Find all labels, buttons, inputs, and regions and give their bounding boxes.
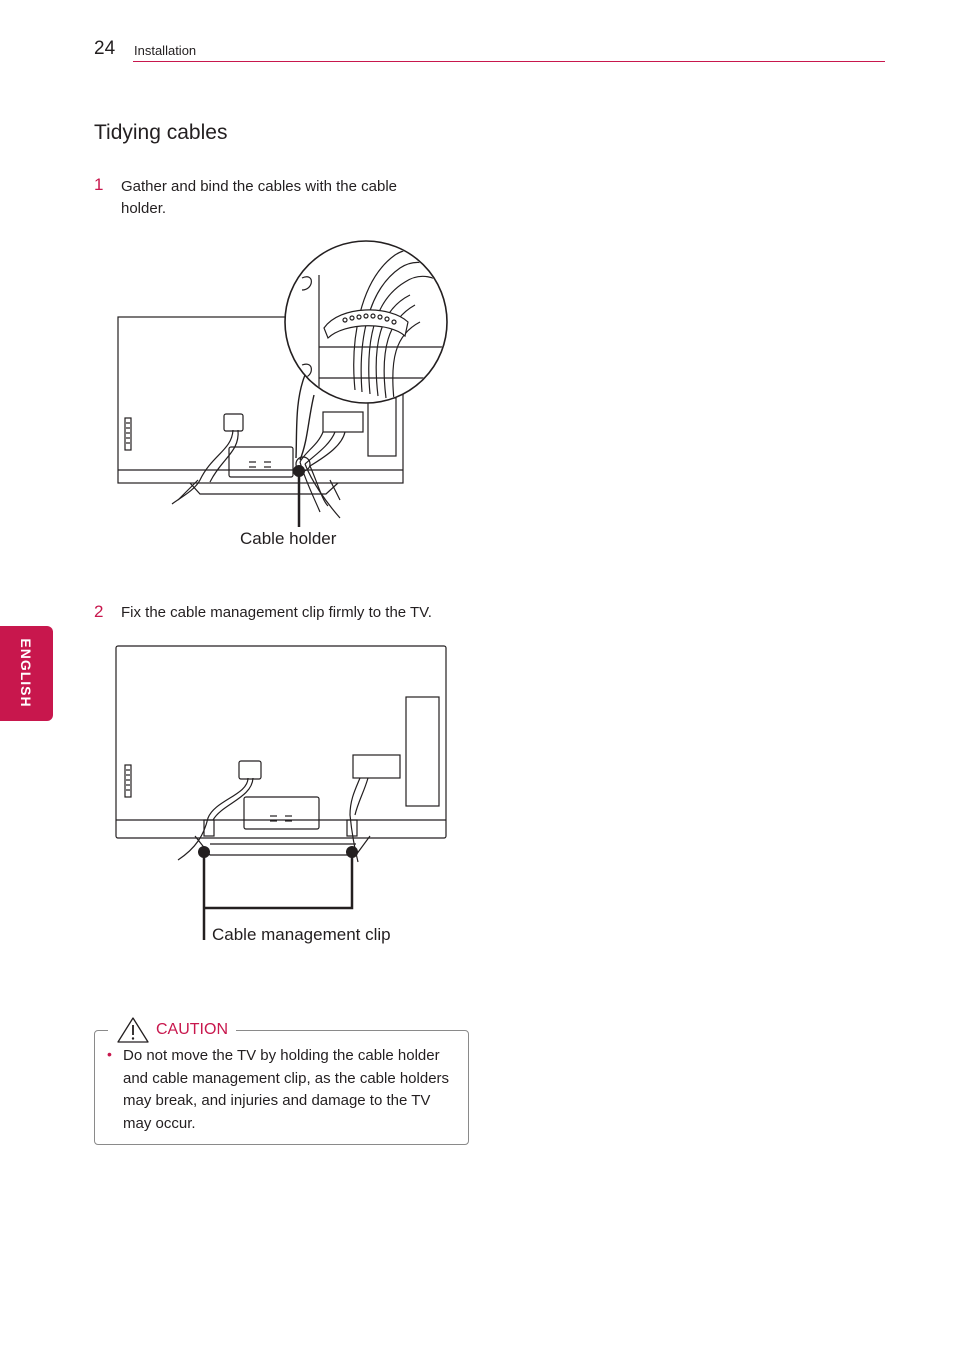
language-tab bbox=[0, 626, 53, 721]
step-2-number: 2 bbox=[94, 602, 104, 621]
clip-marker-right bbox=[346, 846, 358, 858]
cable-holder-marker bbox=[293, 465, 305, 477]
clip-marker-left bbox=[198, 846, 210, 858]
tv-back-panel bbox=[118, 317, 403, 483]
section-label: Installation bbox=[134, 43, 197, 58]
cable-holder-label: Cable holder bbox=[240, 529, 337, 548]
page-title: Tidying cables bbox=[94, 121, 228, 144]
bullet-dot-icon: • bbox=[107, 1046, 112, 1062]
caution-text: Do not move the TV by holding the cable holder and cable management clip, as the cable holders may break, and injuries and damage to the TV may occur. bbox=[123, 1047, 450, 1132]
page-number: 24 bbox=[94, 38, 116, 59]
tv-back-panel-2 bbox=[116, 646, 446, 838]
warning-triangle-icon bbox=[116, 1016, 150, 1044]
magnifier-callout bbox=[285, 241, 447, 460]
step-1-text: Gather and bind the cables with the cable holder. bbox=[121, 178, 398, 217]
cable-management-clip-label: Cable management clip bbox=[212, 925, 391, 944]
step-2-text: Fix the cable management clip firmly to the TV. bbox=[121, 604, 432, 621]
step-1-number: 1 bbox=[94, 175, 104, 194]
language-tab-label: ENGLISH bbox=[18, 638, 34, 708]
caution-title: CAUTION bbox=[156, 1021, 228, 1038]
header-rule bbox=[133, 61, 885, 62]
caution-heading bbox=[108, 1016, 236, 1044]
